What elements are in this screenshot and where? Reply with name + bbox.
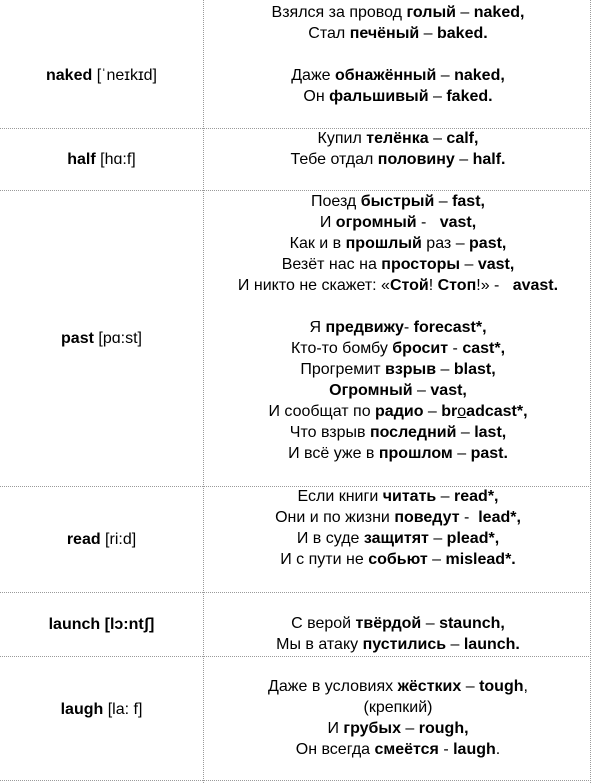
bold-text: last, — [474, 424, 507, 441]
row-divider — [0, 780, 591, 781]
poem-line — [205, 275, 591, 296]
bold-text: vast, — [430, 382, 467, 399]
transcription: [la: f] — [103, 700, 143, 718]
poem-line — [205, 634, 591, 655]
text-run: - — [448, 340, 463, 357]
bold-text: твёрдой — [355, 615, 422, 632]
bold-text: Стой — [389, 277, 429, 294]
bold-text: mislead*. — [445, 551, 516, 568]
text-run: – — [434, 193, 453, 210]
text-run: Прогремит — [300, 361, 385, 378]
text-run: Я — [309, 319, 326, 336]
text-run: И — [327, 720, 344, 737]
text-run: С верой — [291, 615, 356, 632]
bold-text: faked. — [446, 88, 493, 105]
text-run: Стал — [308, 25, 350, 42]
english-word: naked — [46, 66, 93, 84]
poem-line — [205, 65, 591, 86]
text-run: - — [403, 319, 414, 336]
transcription: [ˈneɪkɪd] — [92, 66, 157, 84]
text-run: – — [428, 530, 447, 547]
poem-line — [205, 486, 591, 507]
table-row — [0, 128, 591, 190]
text-run: И сообщат по — [268, 403, 376, 420]
english-word: half — [67, 150, 96, 168]
text-run: раз – — [421, 235, 470, 252]
bold-text: past, — [469, 235, 507, 252]
bold-text: forecast*, — [413, 319, 487, 336]
bold-text: cast*, — [462, 340, 506, 357]
text-run: – — [421, 615, 440, 632]
poem-line — [205, 359, 591, 380]
text-run: – — [412, 382, 431, 399]
text-run: Кто-то бомбу — [290, 340, 393, 357]
text-run: - — [459, 509, 479, 526]
poem-cell — [205, 486, 591, 570]
table-row — [0, 592, 591, 656]
text-run: (крепкий) — [363, 699, 433, 716]
bold-text: naked, — [473, 4, 525, 21]
text-run: !» - — [476, 277, 513, 294]
bold-text: быстрый — [360, 193, 435, 210]
word-cell — [0, 190, 203, 486]
bold-text: бросит — [392, 340, 449, 357]
text-run: Как и в — [289, 235, 346, 252]
word-cell — [0, 592, 203, 656]
text-run: Он всегда — [295, 741, 375, 758]
text-run: - — [416, 214, 440, 231]
bold-text: огромный — [335, 214, 417, 231]
poem-line — [205, 233, 591, 254]
underlined-text: o — [457, 403, 467, 420]
poem-line — [205, 549, 591, 570]
bold-text: past. — [470, 445, 508, 462]
bold-text: naked, — [454, 67, 505, 84]
bold-text: телёнка — [366, 130, 429, 147]
bold-text: plead*, — [446, 530, 500, 547]
word-cell — [0, 486, 203, 592]
bold-text: lead*, — [478, 509, 521, 526]
table-row — [0, 486, 591, 592]
poem-line — [205, 338, 591, 359]
text-run: Что взрыв — [289, 424, 370, 441]
bold-text: радио — [375, 403, 424, 420]
poem-line — [205, 613, 591, 634]
poem-line — [205, 212, 591, 233]
text-run: И с пути не — [280, 551, 369, 568]
poem-line — [205, 507, 591, 528]
bold-text: calf, — [446, 130, 479, 147]
bold-text: laugh — [453, 741, 496, 758]
poem-line — [205, 739, 591, 760]
poem-line — [205, 317, 591, 338]
table-row — [0, 656, 591, 780]
bold-text: launch. — [463, 636, 520, 653]
poem-line — [205, 2, 591, 23]
text-run: И — [319, 214, 336, 231]
bold-text: обнажённый — [335, 67, 437, 84]
bold-text: half. — [472, 151, 506, 168]
text-run: – — [452, 445, 471, 462]
text-run: , — [523, 678, 528, 695]
bold-text: Стоп — [437, 277, 477, 294]
bold-text: blast, — [453, 361, 496, 378]
bold-text: read*, — [454, 488, 499, 505]
poem-line — [205, 149, 591, 170]
table-row — [0, 190, 591, 486]
bold-text: грубых — [343, 720, 401, 737]
text-run: – — [436, 361, 454, 378]
bold-text: собьют — [368, 551, 428, 568]
bold-text: tough — [479, 678, 524, 695]
blank-line — [205, 296, 591, 317]
text-run: Взялся за провод — [271, 4, 407, 21]
poem-line — [205, 401, 591, 422]
poem-line — [205, 23, 591, 44]
text-run: – — [455, 4, 474, 21]
bold-text: adcast*, — [466, 403, 528, 420]
poem-line — [205, 676, 591, 697]
transcription: [ri:d] — [100, 530, 137, 548]
text-run: Он — [303, 88, 330, 105]
bold-text: читать — [382, 488, 437, 505]
transcription: [lɔ:ntʃ] — [100, 615, 155, 633]
poem-line — [205, 254, 591, 275]
text-run: – — [446, 636, 464, 653]
poem-line — [205, 528, 591, 549]
bold-text: br — [441, 403, 458, 420]
bold-text: staunch, — [439, 615, 505, 632]
bold-text: голый — [406, 4, 456, 21]
bold-text: rough, — [418, 720, 469, 737]
bold-text: Огромный — [329, 382, 413, 399]
poem-line — [205, 380, 591, 401]
text-run: Даже — [291, 67, 335, 84]
bold-text: vast, — [439, 214, 477, 231]
poem-cell — [205, 613, 591, 655]
poem-line — [205, 697, 591, 718]
text-run: И всё уже в — [288, 445, 379, 462]
poem-line — [205, 128, 591, 149]
poem-cell — [205, 191, 591, 464]
text-run: – — [460, 256, 478, 273]
poem-cell — [205, 128, 591, 170]
bold-text: просторы — [381, 256, 461, 273]
word-cell — [0, 128, 203, 190]
bold-text: последний — [369, 424, 457, 441]
text-run: Мы в атаку — [276, 636, 363, 653]
word-cell — [0, 656, 203, 762]
text-run: Купил — [317, 130, 367, 147]
bold-text: печёный — [349, 25, 420, 42]
bold-text: жёстких — [397, 678, 462, 695]
poem-line — [205, 191, 591, 212]
text-run: Тебе отдал — [290, 151, 378, 168]
bold-text: предвижу — [325, 319, 404, 336]
bold-text: fast, — [452, 193, 485, 210]
blank-line — [205, 44, 591, 65]
bold-text: половину — [377, 151, 455, 168]
bold-text: baked. — [437, 25, 488, 42]
text-run: – — [419, 25, 437, 42]
english-word: laugh — [60, 700, 104, 718]
text-run: Они и по жизни — [275, 509, 395, 526]
bold-text: пустились — [362, 636, 447, 653]
text-run: . — [495, 741, 501, 758]
text-run: И в суде — [296, 530, 364, 547]
text-run: И никто не скажет: « — [237, 277, 390, 294]
text-run: – — [436, 488, 455, 505]
bold-text: поведут — [394, 509, 460, 526]
text-run: Поезд — [311, 193, 361, 210]
text-run: – — [456, 424, 475, 441]
text-run: ! — [428, 277, 438, 294]
bold-text: прошлом — [378, 445, 453, 462]
text-run: – — [428, 130, 447, 147]
bold-text: взрыв — [384, 361, 437, 378]
poem-cell — [205, 676, 591, 760]
poem-cell — [205, 2, 591, 107]
english-word: read — [66, 530, 101, 548]
text-run: Везёт нас на — [281, 256, 382, 273]
transcription: [pɑ:st] — [93, 329, 142, 347]
bold-text: фальшивый — [329, 88, 429, 105]
text-run: – — [436, 67, 455, 84]
text-run: – — [461, 678, 480, 695]
english-word: past — [61, 329, 94, 347]
poem-line — [205, 422, 591, 443]
text-run: – — [423, 403, 442, 420]
text-run: Даже в условиях — [268, 678, 398, 695]
text-run: – — [427, 551, 446, 568]
text-run: – — [400, 720, 419, 737]
table-row — [0, 0, 591, 128]
poem-line — [205, 443, 591, 464]
bold-text: прошлый — [345, 235, 422, 252]
poem-line — [205, 86, 591, 107]
bold-text: защитят — [363, 530, 429, 547]
text-run: Если книги — [297, 488, 383, 505]
bold-text: vast, — [477, 256, 515, 273]
poem-line — [205, 718, 591, 739]
text-run: - — [438, 741, 454, 758]
english-word: launch — [48, 615, 101, 633]
text-run: – — [428, 88, 447, 105]
text-run: – — [454, 151, 473, 168]
transcription: [hɑ:f] — [95, 150, 136, 168]
bold-text: смеётся — [374, 741, 439, 758]
bold-text: avast. — [512, 277, 559, 294]
